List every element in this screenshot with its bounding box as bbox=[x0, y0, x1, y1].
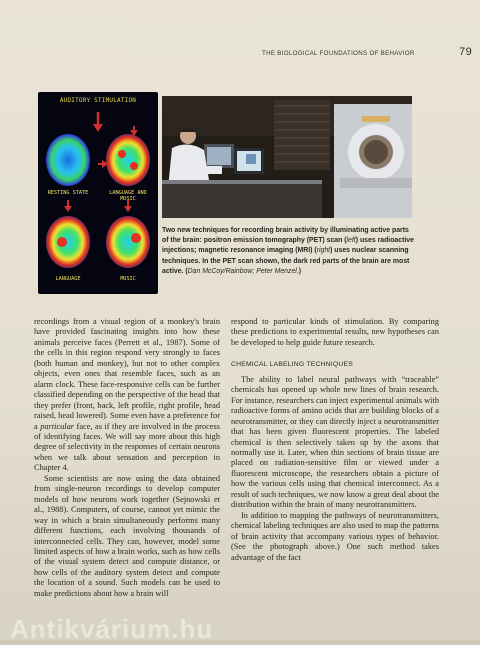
paragraph: respond to particular kinds of stimulation. By comparing these predictions to experimental results, new hypotheses can be developed to help guide future research. bbox=[231, 317, 439, 347]
caption-text-b: ) uses radioactive injections; magnetic resonance imaging (MRI) ( bbox=[162, 237, 414, 255]
label-language: LANGUAGE bbox=[55, 276, 81, 282]
brain-language bbox=[46, 216, 90, 268]
section-heading: CHEMICAL LABELING TECHNIQUES bbox=[231, 361, 353, 369]
page-number: 79 bbox=[459, 46, 472, 58]
paragraph: Some scientists are now using the data obtained from single-neuron recordings to develop computer models of how neurons work together (Sejnowski et al., 1988). Computers, of course, cannot yet mimic the way in which a brain simultaneously performs many different functions, each involving thousands of interconnected cells. They can, however, model some limited aspects of how a brain works, such as how cells of the visual system detect and compute distance, or how cells of the auditory system detect and compute the location of a sound. Such models can be used to make predictions about how a brain will bbox=[34, 473, 220, 598]
running-title: THE BIOLOGICAL FOUNDATIONS OF BEHAVIOR bbox=[262, 50, 415, 57]
caption-credit: Dan McCoy/Rainbow; Peter Menzel. bbox=[187, 267, 299, 275]
label-resting-state: RESTING STATE bbox=[47, 190, 89, 196]
brain-language-music bbox=[106, 134, 150, 186]
brain-music bbox=[106, 216, 150, 268]
mri-photograph bbox=[162, 96, 412, 218]
label-language-and-music: LANGUAGE AND MUSIC bbox=[109, 190, 147, 202]
brain-resting bbox=[46, 134, 90, 186]
caption-left: left bbox=[346, 237, 356, 245]
caption-right: right bbox=[316, 247, 331, 255]
watermark: Antikvárium.hu bbox=[10, 614, 214, 644]
text-column-left bbox=[34, 317, 220, 599]
pet-scan-figure bbox=[38, 92, 158, 294]
pet-figure-title: AUDITORY STIMULATION bbox=[59, 97, 137, 104]
caption-text-c: ) uses nuclear scanning techniques. In the PET scan shown, the dark red parts of the brain are most active. ( bbox=[162, 247, 410, 275]
paragraph: The ability to label neural pathways with “traceable” chemicals has opened up whole new lines of brain research. For instance, researchers can inject experimental animals with radioactive forms of amino acids that are building blocks of a neurotransmitter, or they can directly inject a neurotransmitter that has been given fluorescent properties. The labeled chemical is then selectively taken up by the axons that normally use it. Later, when thin sections of brain tissue are placed on radiation-sensitive film or viewed under a fluorescent microscope, the researchers obtain a picture of how the various cells using that chemical interconnect. As a result of such techniques, we now know a great deal about the distribution within the brain of many neurotransmitters. bbox=[231, 374, 439, 510]
text-column-right bbox=[231, 317, 439, 563]
mri-scene bbox=[162, 96, 412, 218]
figure-caption bbox=[162, 226, 414, 277]
paragraph: recordings from a visual region of a monkey's brain have provided fascinating insights into how these animals perceive faces (Perrett et al., 1987). Some of the cells in this region respond very strongly to faces (both human and monkey), but not to other complex objects, even ones that resemble faces, such as an alarm clock. These face-responsive cells can be further classified depending on the perspective of the head that they prefer (front, back, left profile, right profile, head raised, head lowered). Some even have a preference for a particular face, as if they are involved in the process of identifying faces. We will say more about this high degree of selectivity in the responses of certain neurons when we talk about sensation and perception in Chapter 4. bbox=[34, 317, 220, 473]
caption-text-a: Two new techniques for recording brain activity by illuminating active parts of the brain: positron emission tomography (PET) scan ( bbox=[162, 227, 409, 245]
running-header bbox=[262, 46, 472, 60]
paragraph: In addition to mapping the pathways of neurotransmitters, chemical labeling techniques are also used to map the patterns of brain activity that accompany various types of behavior. (See the photograph above.) One such method takes advantage of the fact bbox=[231, 510, 439, 562]
label-music: MUSIC bbox=[120, 276, 136, 282]
caption-text-d: ) bbox=[298, 267, 302, 275]
